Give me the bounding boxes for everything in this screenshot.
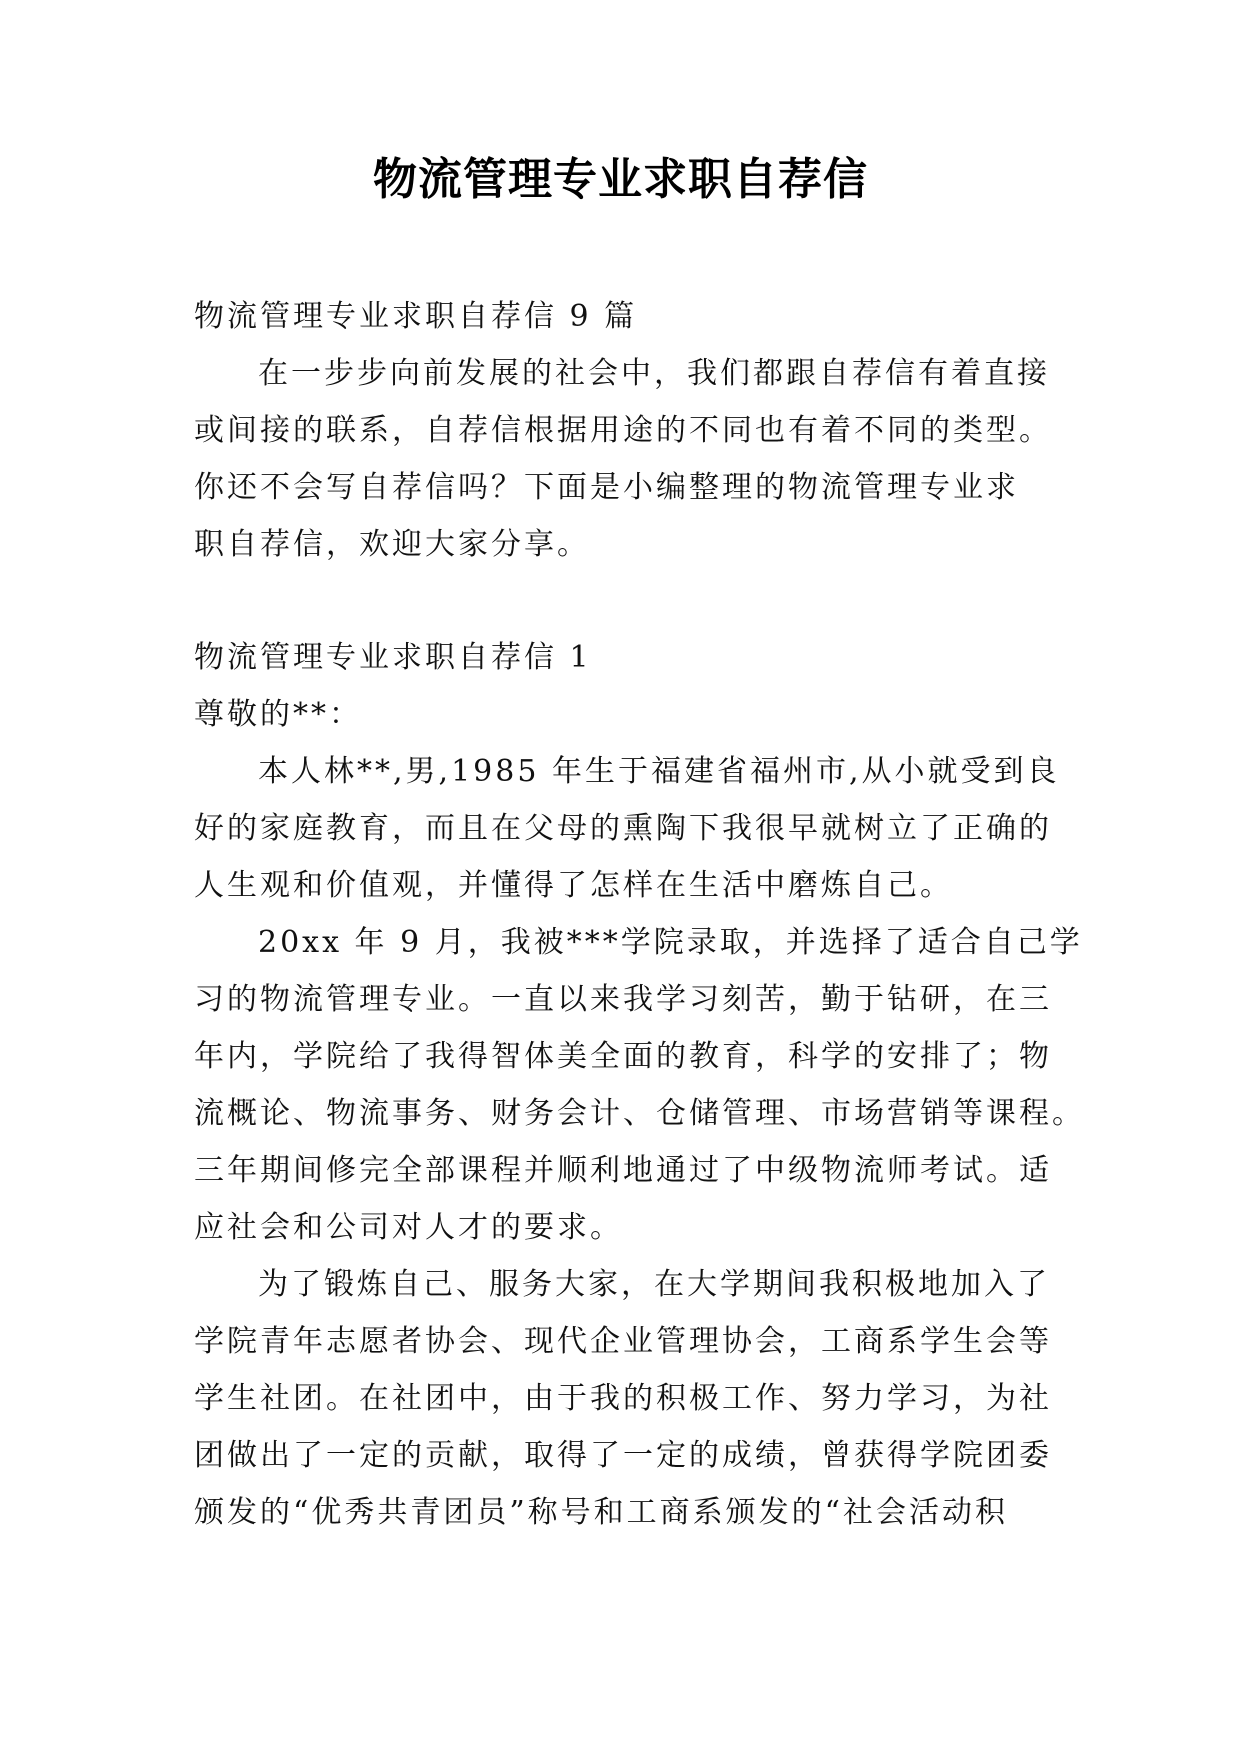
paragraph-line: 学生社团。在社团中，由于我的积极工作、努力学习，为社	[194, 1381, 1052, 1416]
paragraph-line: 好的家庭教育，而且在父母的熏陶下我很早就树立了正确的	[194, 811, 1052, 846]
paragraph-background	[194, 743, 1074, 914]
section-spacer	[194, 573, 1074, 629]
paragraph-line: 本人林**,男,1985 年生于福建省福州市,从小就受到良	[258, 754, 1060, 789]
paragraph-line: 三年期间修完全部课程并顺利地通过了中级物流师考试。适	[194, 1153, 1052, 1188]
paragraph-line: 团做出了一定的贡献，取得了一定的成绩，曾获得学院团委	[194, 1438, 1052, 1473]
salutation: 尊敬的**：	[194, 697, 362, 732]
document-subtitle: 物流管理专业求职自荐信 9 篇	[194, 299, 638, 334]
intro-line: 你还不会写自荐信吗？下面是小编整理的物流管理专业求	[194, 470, 1019, 505]
intro-line: 职自荐信，欢迎大家分享。	[194, 527, 590, 562]
intro-line: 或间接的联系，自荐信根据用途的不同也有着不同的类型。	[194, 413, 1052, 448]
intro-paragraph	[194, 345, 1074, 573]
paragraph-line: 年内，学院给了我得智体美全面的教育，科学的安排了；物	[194, 1039, 1052, 1074]
section-heading: 物流管理专业求职自荐信 1	[194, 640, 592, 675]
paragraph-line: 应社会和公司对人才的要求。	[194, 1210, 623, 1245]
paragraph-education	[194, 914, 1085, 1256]
paragraph-line: 20xx 年 9 月，我被***学院录取，并选择了适合自己学	[258, 925, 1083, 960]
paragraph-line: 学院青年志愿者协会、现代企业管理协会，工商系学生会等	[194, 1324, 1052, 1359]
document-title: 物流管理专业求职自荐信	[373, 154, 868, 205]
paragraph-line: 人生观和价值观，并懂得了怎样在生活中磨炼自己。	[194, 868, 953, 903]
paragraph-line: 为了锻炼自己、服务大家，在大学期间我积极地加入了	[258, 1267, 1050, 1302]
document-body	[194, 288, 1085, 1541]
paragraph-line: 颁发的“优秀共青团员”称号和工商系颁发的“社会活动积	[194, 1495, 1009, 1530]
paragraph-activities	[194, 1256, 1074, 1541]
paragraph-line: 习的物流管理专业。一直以来我学习刻苦，勤于钻研，在三	[194, 982, 1052, 1017]
paragraph-line: 流概论、物流事务、财务会计、仓储管理、市场营销等课程。	[194, 1096, 1085, 1131]
intro-line: 在一步步向前发展的社会中，我们都跟自荐信有着直接	[258, 356, 1050, 391]
